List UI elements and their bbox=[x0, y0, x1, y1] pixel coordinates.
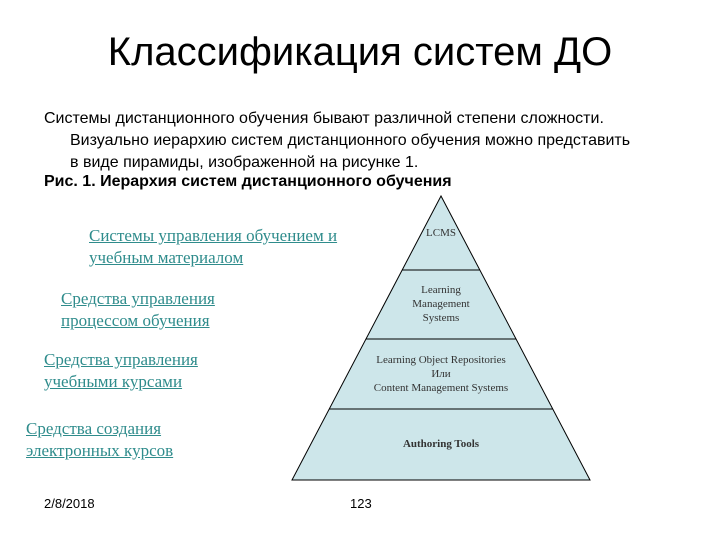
level-label-line: учебным материалом bbox=[89, 248, 244, 267]
pyramid-level-text: Content Management Systems bbox=[373, 382, 509, 394]
level-label-lor[interactable] bbox=[44, 349, 198, 393]
level-label-line: электронных курсов bbox=[26, 441, 174, 460]
pyramid-level-text: Authoring Tools bbox=[402, 438, 480, 450]
level-label-lcms[interactable] bbox=[89, 225, 337, 269]
pyramid-level-text: Management bbox=[412, 298, 470, 310]
level-label-authoring[interactable] bbox=[26, 418, 173, 462]
slide-title: Классификация систем ДО bbox=[107, 30, 613, 74]
level-label-line: Средства управления bbox=[44, 350, 198, 369]
footer-date: 2/8/2018 bbox=[44, 496, 95, 511]
pyramid-level-lor bbox=[351, 353, 531, 395]
level-label-line: Системы управления обучением и bbox=[89, 226, 338, 245]
level-label-line: Средства создания bbox=[26, 419, 162, 438]
figure-caption: Рис. 1. Иерархия систем дистанционного обучения bbox=[44, 173, 452, 190]
pyramid-level-text: LCMS bbox=[426, 227, 456, 239]
level-label-line: процессом обучения bbox=[61, 311, 210, 330]
pyramid-level-text: Systems bbox=[422, 312, 460, 324]
footer-page-number: 123 bbox=[350, 496, 372, 511]
pyramid-level-lcms bbox=[391, 226, 491, 240]
level-label-lms[interactable] bbox=[61, 288, 215, 332]
level-label-line: учебными курсами bbox=[44, 372, 183, 391]
pyramid-level-authoring bbox=[371, 437, 511, 451]
intro-paragraph-line: Системы дистанционного обучения бывают различной степени сложности. bbox=[44, 110, 604, 127]
intro-paragraph-line: в виде пирамиды, изображенной на рисунке 1. bbox=[70, 154, 419, 171]
pyramid-level-text: Learning Object Repositories bbox=[376, 354, 506, 366]
level-label-line: Средства управления bbox=[61, 289, 215, 308]
pyramid-level-text: Или bbox=[431, 368, 451, 380]
pyramid-level-text: Learning bbox=[421, 284, 461, 296]
intro-paragraph-line: Визуально иерархию систем дистанционного обучения можно представить bbox=[70, 132, 631, 149]
pyramid-level-lms bbox=[371, 283, 511, 325]
